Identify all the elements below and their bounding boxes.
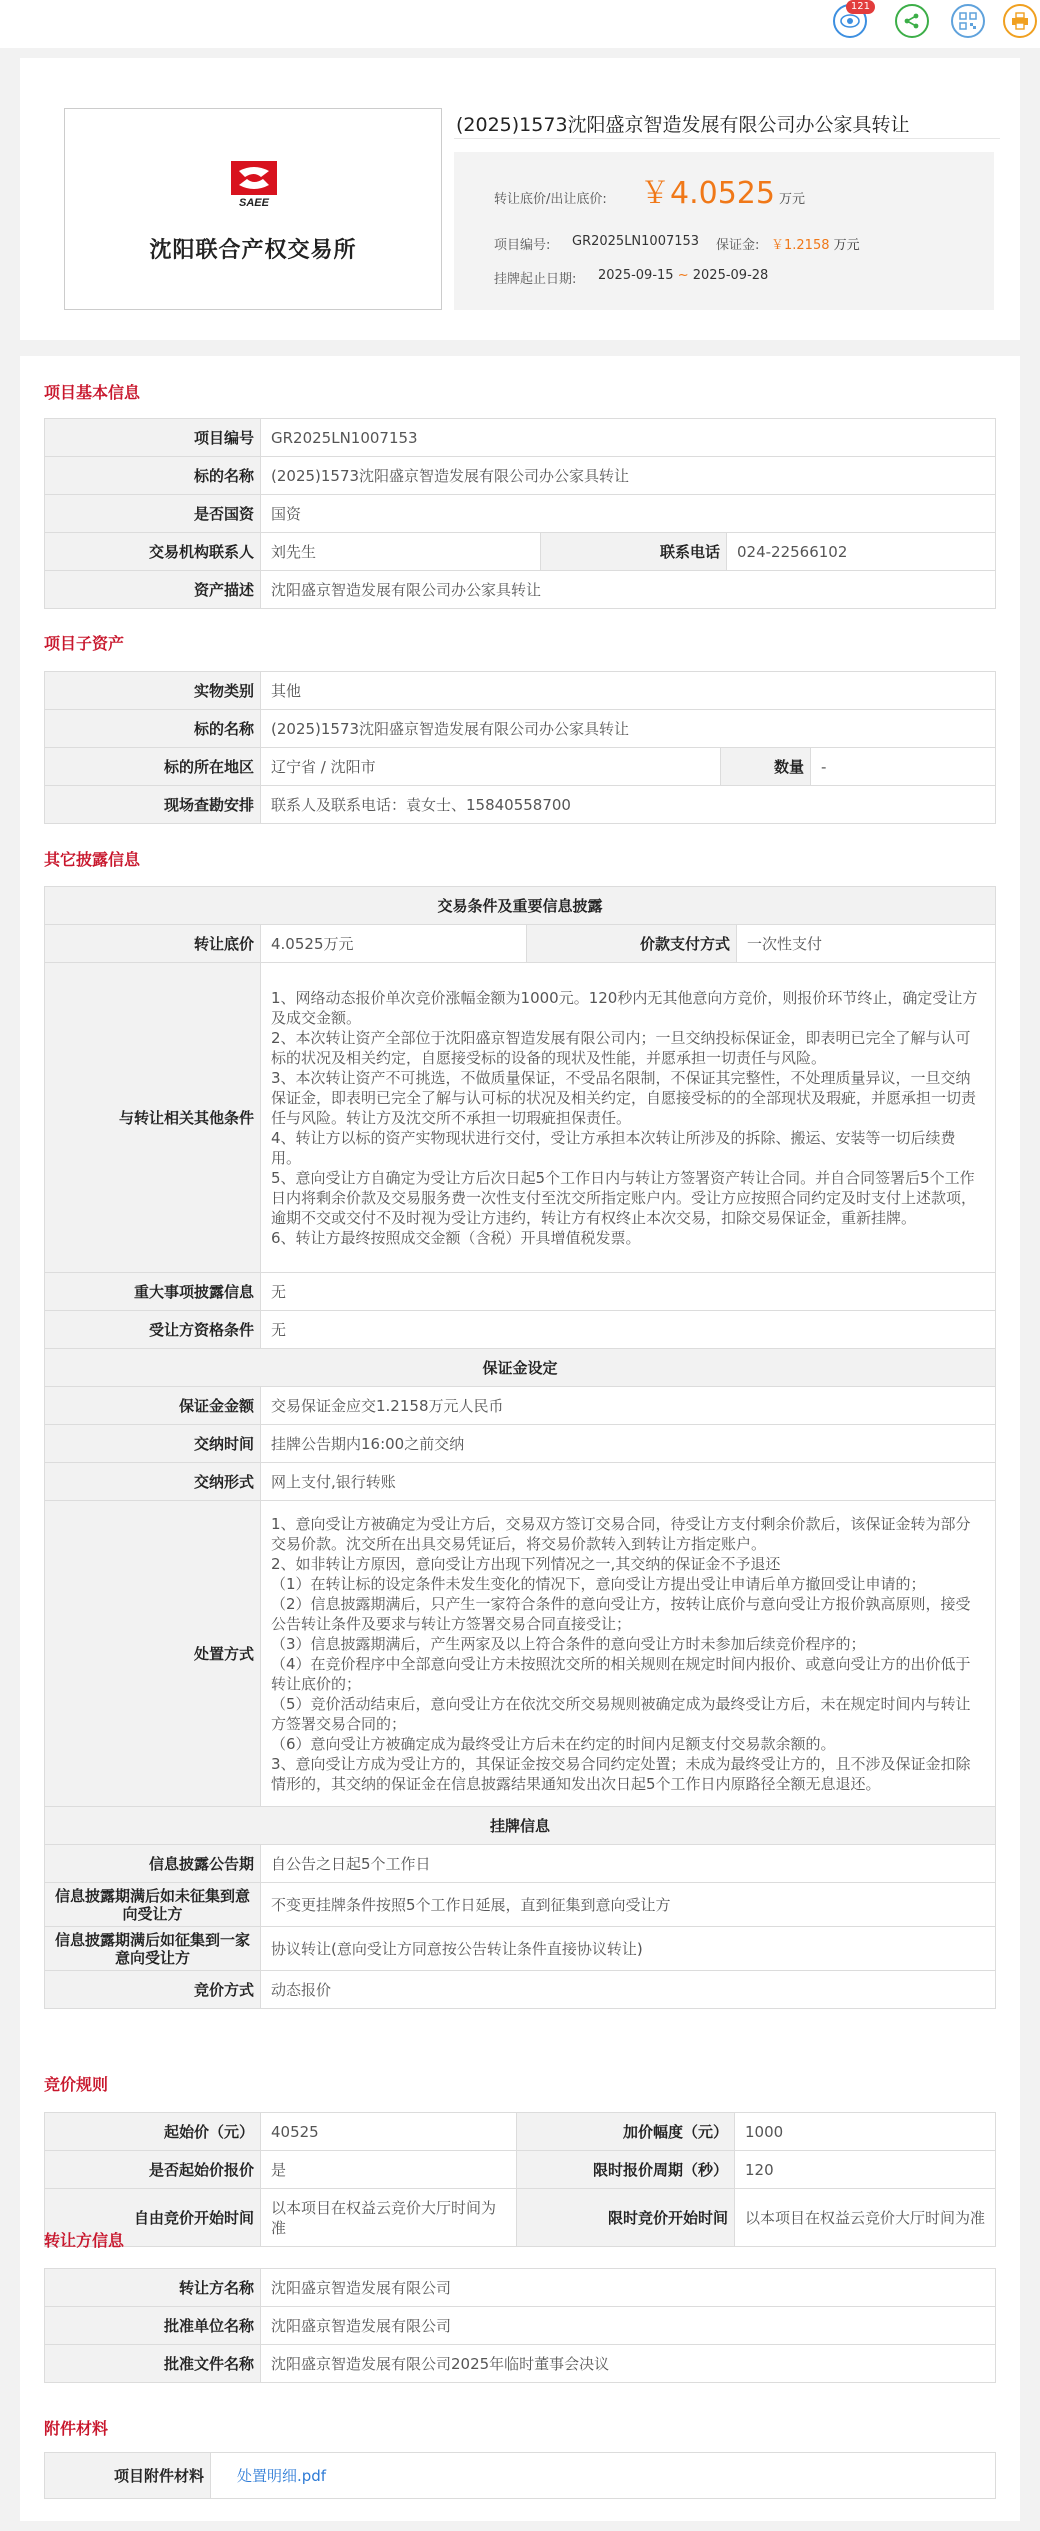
section-title-attach: 附件材料 xyxy=(44,2419,109,2438)
cell-value: GR2025LN1007153 xyxy=(261,419,996,457)
cell-label: 限时报价周期（秒） xyxy=(517,2151,735,2189)
cell-value: 沈阳盛京智造发展有限公司 xyxy=(261,2307,996,2345)
cell-value: 1000 xyxy=(735,2113,996,2151)
table-row xyxy=(45,1349,996,1387)
section-title-assets: 项目子资产 xyxy=(44,634,125,653)
table-row xyxy=(45,748,996,786)
cell-value: (2025)1573沈阳盛京智造发展有限公司办公家具转让 xyxy=(261,457,996,495)
cell-label: 起始价（元） xyxy=(45,2113,261,2151)
table-section-header: 交易条件及重要信息披露 xyxy=(45,887,996,925)
table-row xyxy=(45,2189,996,2247)
view-count-badge: 121 xyxy=(846,0,875,14)
assets-table xyxy=(44,671,996,824)
org-logo-icon xyxy=(231,161,277,207)
cell-value: 沈阳盛京智造发展有限公司 xyxy=(261,2269,996,2307)
table-row xyxy=(45,571,996,609)
cell-label: 标的名称 xyxy=(45,457,261,495)
table-section-header: 保证金设定 xyxy=(45,1349,996,1387)
cell-label: 转让方名称 xyxy=(45,2269,261,2307)
cell-value: 挂牌公告期内16:00之前交纳 xyxy=(261,1425,996,1463)
cell-label: 价款支付方式 xyxy=(527,925,737,963)
cell-label: 数量 xyxy=(721,748,811,786)
table-row xyxy=(45,1845,996,1883)
cell-label: 资产描述 xyxy=(45,571,261,609)
cell-label: 自由竞价开始时间 xyxy=(45,2189,261,2247)
cell-value xyxy=(211,2453,996,2499)
cell-value: 辽宁省 / 沈阳市 xyxy=(261,748,721,786)
cell-value: 以本项目在权益云竞价大厅时间为准 xyxy=(735,2189,996,2247)
cell-label: 加价幅度（元） xyxy=(517,2113,735,2151)
cell-label: 重大事项披露信息 xyxy=(45,1273,261,1311)
disclosure-table xyxy=(44,886,996,2009)
section-title-basic: 项目基本信息 xyxy=(44,383,141,402)
bid-rules-table xyxy=(44,2112,996,2247)
cell-value: 交易保证金应交1.2158万元人民币 xyxy=(261,1387,996,1425)
date-label: 挂牌起止日期: xyxy=(494,272,577,287)
cell-value: 沈阳盛京智造发展有限公司2025年临时董事会决议 xyxy=(261,2345,996,2383)
table-row xyxy=(45,1425,996,1463)
cell-label: 批准单位名称 xyxy=(45,2307,261,2345)
table-row xyxy=(45,1807,996,1845)
cell-label: 竞价方式 xyxy=(45,1971,261,2009)
table-row xyxy=(45,1883,996,1927)
cell-label: 现场查勘安排 xyxy=(45,786,261,824)
svg-text:SAEE: SAEE xyxy=(239,197,269,207)
cell-value: 4.0525万元 xyxy=(261,925,527,963)
table-row xyxy=(45,419,996,457)
cell-label: 项目编号 xyxy=(45,419,261,457)
table-row xyxy=(45,963,996,1273)
attachments-table xyxy=(44,2452,996,2499)
price-value: ￥4.0525 万元 xyxy=(640,176,805,211)
table-row xyxy=(45,495,996,533)
table-row xyxy=(45,2269,996,2307)
cell-label: 实物类别 xyxy=(45,672,261,710)
table-row xyxy=(45,1387,996,1425)
top-toolbar xyxy=(0,0,1040,48)
table-row xyxy=(45,533,996,571)
cell-value: 刘先生 xyxy=(261,533,541,571)
cell-label: 交易机构联系人 xyxy=(45,533,261,571)
cell-value: 协议转让(意向受让方同意按公告转让条件直接协议转让) xyxy=(261,1927,996,1971)
title-divider xyxy=(454,138,1000,139)
cell-label: 交纳时间 xyxy=(45,1425,261,1463)
main-content xyxy=(20,356,1020,2521)
cell-label: 联系电话 xyxy=(541,533,727,571)
cell-label: 标的所在地区 xyxy=(45,748,261,786)
table-row xyxy=(45,1971,996,2009)
share-icon[interactable] xyxy=(895,4,929,38)
conditions-text: 1、网络动态报价单次竞价涨幅金额为1000元。120秒内无其他意向方竞价，则报价环节终止，确定受让方及成交金额。 2、本次转让资产全部位于沈阳盛京智造发展有限公司内；一旦交纳投标保证金，即表明已完全了解与认可标的状况及相关约定，自愿接受标的设备的现状及性能，并愿承担一切责任与风险。 3、本次转让资产不可挑选，不做质量保证，不受品名限制，不保证其完整性，不处理质量异议，一旦交纳保证金，即表明已完全了解与认可标的状况及相关约定，自愿接受标的的全部现状及瑕疵，并愿承担一切责任与风险。转让方及沈交所不承担一切瑕疵担保责任。 4、转让方以标的资产实物现状进行交付，受让方承担本次转让所涉及的拆除、搬运、安装等一切后续费用。 5、意向受让方自确定为受让方后次日起5个工作日内与转让方签署资产转让合同。并自合同签署后5个工作日内将剩余价款及交易服务费一次性支付至沈交所指定账户内。受让方应按照合同约定及时支付上述款项，逾期不交或交付不及时视为受让方违约，转让方有权终止本次交易，扣除交易保证金，重新挂牌。 6、转让方最终按照成交金额（含税）开具增值税发票。 xyxy=(261,963,996,1273)
cell-value: 一次性支付 xyxy=(737,925,996,963)
attachment-link[interactable]: 处置明细.pdf xyxy=(237,2466,327,2485)
table-row xyxy=(45,2307,996,2345)
cell-value: 无 xyxy=(261,1273,996,1311)
table-section-header: 挂牌信息 xyxy=(45,1807,996,1845)
date-range: 2025-09-15 ~ 2025-09-28 xyxy=(598,268,769,283)
cell-label: 是否国资 xyxy=(45,495,261,533)
section-title-other: 其它披露信息 xyxy=(44,850,141,869)
table-row xyxy=(45,672,996,710)
project-summary-card xyxy=(20,58,1020,340)
cell-label: 是否起始价报价 xyxy=(45,2151,261,2189)
cell-label: 保证金金额 xyxy=(45,1387,261,1425)
cell-label: 标的名称 xyxy=(45,710,261,748)
eye-icon[interactable] xyxy=(833,1,870,38)
cell-label: 受让方资格条件 xyxy=(45,1311,261,1349)
cell-value: 无 xyxy=(261,1311,996,1349)
cell-value: 是 xyxy=(261,2151,517,2189)
deposit-label: 保证金: xyxy=(716,238,760,253)
cell-label: 处置方式 xyxy=(45,1501,261,1807)
project-title: (2025)1573沈阳盛京智造发展有限公司办公家具转让 xyxy=(456,114,910,136)
section-title-bid: 竞价规则 xyxy=(44,2075,109,2094)
table-row xyxy=(45,1273,996,1311)
qrcode-icon[interactable] xyxy=(951,4,985,38)
cell-value: 国资 xyxy=(261,495,996,533)
cell-label: 信息披露期满后如征集到一家意向受让方 xyxy=(45,1927,261,1971)
cell-value: 以本项目在权益云竞价大厅时间为准 xyxy=(261,2189,517,2247)
code-value: GR2025LN1007153 xyxy=(572,234,700,249)
table-row xyxy=(45,2345,996,2383)
cell-label: 限时竞价开始时间 xyxy=(517,2189,735,2247)
cell-value: 联系人及联系电话：袁女士、15840558700 xyxy=(261,786,996,824)
cell-value: 其他 xyxy=(261,672,996,710)
table-row xyxy=(45,925,996,963)
deposit-value: ￥1.2158 万元 xyxy=(771,238,860,253)
price-box xyxy=(454,152,994,310)
cell-label: 交纳形式 xyxy=(45,1463,261,1501)
cell-label: 批准文件名称 xyxy=(45,2345,261,2383)
cell-label: 信息披露期满后如未征集到意向受让方 xyxy=(45,1883,261,1927)
table-row xyxy=(45,2453,996,2499)
print-icon[interactable] xyxy=(1003,4,1037,38)
table-row xyxy=(45,1501,996,1807)
cell-value: - xyxy=(811,748,996,786)
price-label: 转让底价/出让底价: xyxy=(494,192,607,207)
disposal-text: 1、意向受让方被确定为受让方后，交易双方签订交易合同，待受让方支付剩余价款后，该保证金转为部分交易价款。沈交所在出具交易凭证后，将交易价款转入到转让方指定账户。 2、如非转让方原因，意向受让方出现下列情况之一,其交纳的保证金不予退还 （1）在转让标的设定条件未发生变化的情况下，意向受让方提出受让申请后单方撤回受让申请的； （2）信息披露期满后，只产生一家符合条件的意向受让方，按转让底价与意向受让方报价孰高原则，接受公告转让条件及要求与转让方签署交易合同直接受让； （3）信息披露期满后，产生两家及以上符合条件的意向受让方时未参加后续竞价程序的； （4）在竞价程序中全部意向受让方未按照沈交所的相关规则在规定时间内报价、或意向受让方的出价低于转让底价的； （5）竞价活动结束后，意向受让方在依沈交所交易规则被确定成为最终受让方后，未在规定时间内与转让方签署交易合同的； （6）意向受让方被确定成为最终受让方后未在约定的时间内足额支付交易款余额的。 3、意向受让方成为受让方的，其保证金按交易合同约定处置；未成为最终受让方的，且不涉及保证金扣除情形的，其交纳的保证金在信息披露结果通知发出次日起5个工作日内原路径全额无息退还。 xyxy=(261,1501,996,1807)
cell-value: 024-22566102 xyxy=(727,533,996,571)
code-label: 项目编号: xyxy=(494,238,551,253)
table-row xyxy=(45,2113,996,2151)
org-logo-box xyxy=(64,108,442,310)
table-row xyxy=(45,2151,996,2189)
table-row xyxy=(45,786,996,824)
cell-label: 转让底价 xyxy=(45,925,261,963)
cell-value: (2025)1573沈阳盛京智造发展有限公司办公家具转让 xyxy=(261,710,996,748)
cell-value: 动态报价 xyxy=(261,1971,996,2009)
table-row xyxy=(45,1927,996,1971)
cell-value: 自公告之日起5个工作日 xyxy=(261,1845,996,1883)
cell-label: 与转让相关其他条件 xyxy=(45,963,261,1273)
section-title-transferor: 转让方信息 xyxy=(44,2231,125,2250)
basic-info-table xyxy=(44,418,996,609)
table-row xyxy=(45,1463,996,1501)
cell-value: 120 xyxy=(735,2151,996,2189)
table-row xyxy=(45,710,996,748)
cell-label: 项目附件材料 xyxy=(45,2453,211,2499)
table-row xyxy=(45,457,996,495)
cell-value: 不变更挂牌条件按照5个工作日延展，直到征集到意向受让方 xyxy=(261,1883,996,1927)
org-name: 沈阳联合产权交易所 xyxy=(149,237,357,263)
table-row xyxy=(45,1311,996,1349)
cell-label: 信息披露公告期 xyxy=(45,1845,261,1883)
table-row xyxy=(45,887,996,925)
transferor-table xyxy=(44,2268,996,2383)
cell-value: 40525 xyxy=(261,2113,517,2151)
cell-value: 沈阳盛京智造发展有限公司办公家具转让 xyxy=(261,571,996,609)
cell-value: 网上支付,银行转账 xyxy=(261,1463,996,1501)
